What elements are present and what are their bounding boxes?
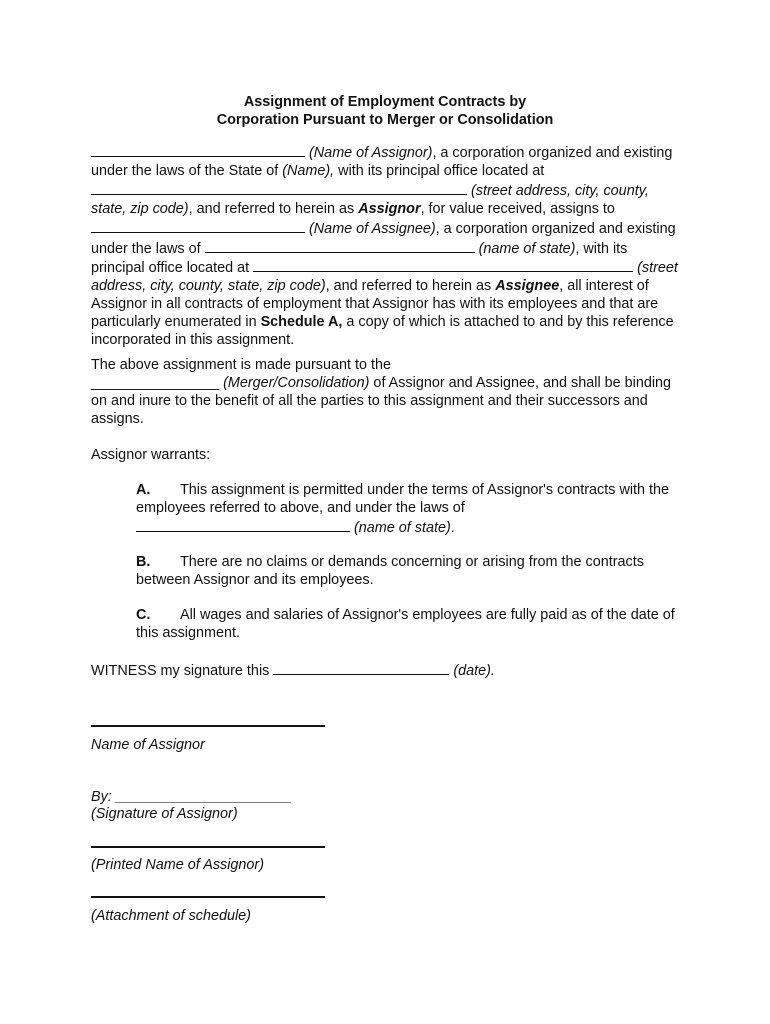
text: . bbox=[450, 519, 455, 536]
label-date: (date). bbox=[453, 663, 495, 679]
signature-line-attachment[interactable] bbox=[91, 896, 325, 898]
label-name-of-assignor: (Name of Assignor) bbox=[309, 145, 433, 161]
label-name-of-state: (name of state) bbox=[354, 519, 451, 536]
label-name-of-assignor: Name of Assignor bbox=[91, 737, 205, 753]
term-assignee: Assignee bbox=[495, 278, 560, 295]
label-name: (Name), bbox=[282, 162, 335, 179]
text: The above assignment is made pursuant to the bbox=[91, 357, 391, 373]
blank-assignor-name bbox=[91, 143, 305, 157]
blank-state bbox=[205, 239, 475, 253]
text: of Assignor and Assignee, and shall be binding on and inure to the benefit of all the parties to this assignment and their successors and assigns. bbox=[91, 374, 672, 427]
text: , for value received, assigns to bbox=[420, 200, 615, 217]
label-attachment-of-schedule: (Attachment of schedule) bbox=[91, 908, 251, 924]
label-street-address: (street address, city, county, state, zip code) bbox=[91, 182, 649, 217]
blank-date[interactable] bbox=[273, 661, 449, 675]
text: , all interest of Assignor in all contracts of employment that Assignor has with its employees and that are particularly enumerated in bbox=[91, 278, 659, 331]
blank-merger: ________________ bbox=[91, 374, 220, 391]
item-letter: C. bbox=[136, 607, 151, 623]
label-name-of-state: (name of state) bbox=[478, 240, 576, 257]
signature-line-printed[interactable] bbox=[91, 846, 325, 848]
title-line-1: Assignment of Employment Contracts by bbox=[243, 94, 527, 110]
paragraph-pursuant bbox=[91, 357, 681, 429]
term-schedule-a: Schedule A, bbox=[260, 314, 343, 331]
text: , and referred to herein as bbox=[325, 278, 496, 295]
by-line[interactable]: By: ______________________ bbox=[91, 789, 292, 805]
signature-line-name[interactable] bbox=[91, 725, 325, 727]
warranty-item-b bbox=[136, 554, 681, 590]
warranty-item-a bbox=[136, 482, 681, 538]
blank-state bbox=[136, 518, 350, 532]
text: , a corporation organized and existing under the laws of bbox=[91, 220, 676, 257]
text: There are no claims or demands concerning or arising from the contracts between Assignor and its employees. bbox=[136, 554, 644, 588]
warranty-item-c bbox=[136, 607, 681, 643]
document-title bbox=[0, 93, 770, 129]
term-assignor: Assignor bbox=[358, 200, 421, 217]
text: a copy of which is attached to and by this reference incorporated in this assignment. bbox=[91, 314, 674, 349]
label-merger-consolidation: (Merger/Consolidation) bbox=[223, 374, 370, 391]
label-printed-name: (Printed Name of Assignor) bbox=[91, 857, 265, 873]
label-signature-of-assignor: (Signature of Assignor) bbox=[91, 806, 238, 822]
text: , a corporation organized and existing under the laws of the State of bbox=[91, 145, 673, 179]
text: with its principal office located at bbox=[334, 162, 545, 179]
text: WITNESS my signature this bbox=[91, 663, 274, 679]
item-letter: B. bbox=[136, 554, 151, 570]
witness-line bbox=[91, 661, 681, 681]
item-letter: A. bbox=[136, 482, 151, 498]
text: All wages and salaries of Assignor's employees are fully paid as of the date of this assignment. bbox=[136, 607, 675, 641]
label-street-address: (street address, city, county, state, zip code) bbox=[91, 260, 678, 295]
text: , and referred to herein as bbox=[188, 200, 359, 217]
blank-street-address-2 bbox=[253, 258, 633, 272]
text: This assignment is permitted under the terms of Assignor's contracts with the employees referred to above, and under the laws of bbox=[136, 482, 670, 516]
paragraph-warrants: Assignor warrants: bbox=[91, 447, 211, 463]
paragraph-assignment bbox=[91, 143, 681, 350]
title-line-2: Corporation Pursuant to Merger or Consolidation bbox=[216, 112, 554, 128]
label-name-of-assignee: (Name of Assignee) bbox=[309, 220, 436, 237]
text: , with its principal office located at bbox=[91, 240, 628, 277]
blank-assignee-name bbox=[91, 219, 305, 233]
blank-street-address-1 bbox=[91, 181, 467, 195]
